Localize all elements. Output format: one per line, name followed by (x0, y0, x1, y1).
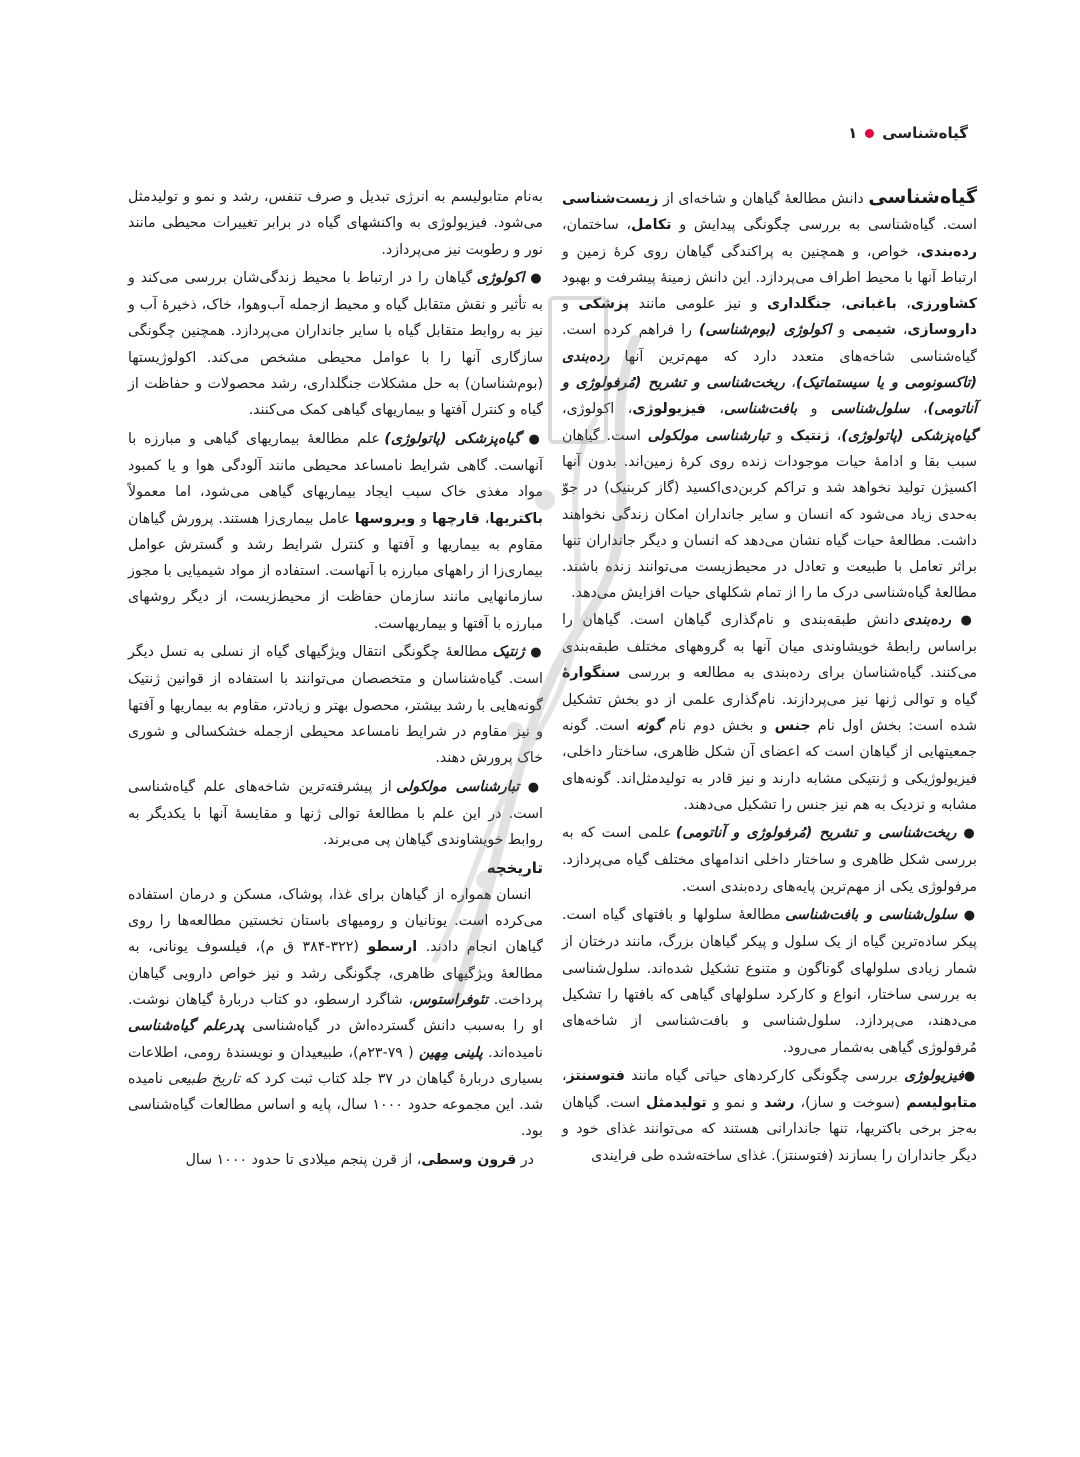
term-physiology: فیزیولوژی (632, 401, 706, 418)
page-number: ۱ (848, 124, 858, 142)
history-paragraph-1: انسان همواره از گیاهان برای غذا، پوشاک، مسکن و درمان استفاده می‌کرده است. یونانیان و رومیهای باستان نخستین مطالعه‌ها را روی گیاهان انجام دادند. ارسطو (۳۲۲-۳۸۴ ق م)، فیلسوف یونانی، به مطالعهٔ ویژگیهای ظاهری، چگونگی رشد و نیز خواص دارویی گیاهان پرداخت. تئوفراستوس، شاگرد ارسطو، دو کتاب دربارهٔ گیاهان نوشت. او را به‌سبب دانش گسترده‌اش در گیاه‌شناسی پدرعلم گیاه‌شناسی نامیده‌اند. پلینی مِهین ( ۷۹-۲۳م)، طبیعیدان و نویسندهٔ رومی، اطلاعات بسیاری دربارهٔ گیاهان در ۳۷ جلد کتاب ثبت کرد که تاریخ طبیعی نامیده شد. این مجموعه حدود ۱۰۰۰ سال، پایه و اساس مطالعات گیاه‌شناسی بود. (128, 886, 544, 1140)
history-heading: تاریخچه (486, 859, 543, 878)
section-heading: رده‌بندی (903, 611, 951, 628)
link-gardening: باغبانی (845, 296, 897, 313)
link-chemistry: شیمی (852, 322, 896, 339)
term-cytology: سلول‌شناسی (831, 401, 910, 418)
term-father-botany: پدرعلم گیاه‌شناسی (128, 1018, 245, 1035)
section-heading: سلول‌شناسی و بافت‌شناسی (785, 907, 958, 924)
term-taxonomy: رده‌بندی (تاکسونومی و یا سیستماتیک) (562, 348, 977, 392)
link-middle-ages: قرون وسطی (421, 1151, 517, 1168)
link-agriculture: کشاورزی (910, 296, 977, 313)
bullet-icon: ● (960, 612, 978, 628)
link-ecology: اکولوژی (بوم‌شناسی) (698, 322, 832, 339)
link-aristotle: ارسطو (367, 939, 418, 956)
link-photosynthesis: فتوسنتز (566, 1067, 625, 1084)
left-column (128, 184, 543, 1175)
link-reproduction: تولیدمثل (645, 1095, 707, 1112)
link-species: گونه (636, 717, 662, 734)
history-paragraph-2: در قرون وسطی، از قرن پنجم میلادی تا حدود ۱۰۰۰ سال (185, 1151, 534, 1168)
red-dot-icon (865, 129, 874, 138)
section-heading: ریخت‌شناسی و تشریح (مُرفولوژی و آناتومی) (675, 825, 957, 842)
section-ecology: ● اکولوژی گیاهان را در ارتباط با محیط زندگی‌شان بررسی می‌کند و به تأثیر و نقش متقابل گیاه و محیط ازجمله آب‌وهوا، خاک، ذخیرهٔ آب و نیز به روابط متقابل گیاه با سایر جانداران می‌پردازد. همچنین چگونگی سازگاری آنها را با عوامل محیطی مشخص می‌کند. اکولوژیستها (بوم‌شناسان) به حل مشکلات جنگلداری، رشد محصولات و حفاظت از گیاه و کنترل آفتها و بیماریهای گیاهی کمک می‌کنند. (128, 269, 544, 419)
bullet-icon: ● (963, 1068, 978, 1084)
link-genus: جنس (774, 717, 811, 734)
section-phylogenetics: ● تبارشناسی مولکولی از پیشرفته‌ترین شاخه‌های علم گیاه‌شناسی است. در این علم با مطالعهٔ توالی ژنها و مقایسهٔ آنها با یکدیگر به روابط خویشاوندی گیاهان پی می‌برند. (128, 778, 543, 849)
term-morphology: ریخت‌شناسی و تشریح (مُرفولوژی و آناتومی) (562, 375, 977, 418)
link-theophrastus: تئوفراستوس (413, 991, 488, 1008)
physiology-continued: به‌نام متابولیسم به انرژی تبدیل و صرف تنفس، رشد و نمو و تولیدمثل می‌شود. فیزیولوژی به واکنشهای گیاه در برابر تغییرات محیطی مانند نور و رطوبت نیز می‌پردازد. (128, 189, 543, 258)
link-viruses: ویروسها (354, 510, 416, 527)
bullet-icon: ● (963, 908, 977, 924)
intro-paragraph: گیاه‌شناسی دانش مطالعهٔ گیاهان و شاخه‌ای از زیست‌شناسی است. گیاه‌شناسی به بررسی چگونگی پیدایش و تکامل، ساختمان، رده‌بندی، خواص، و همچنین به پراکندگی گیاهان روی کرهٔ زمین و ارتباط آنها با محیط اطراف می‌پردازد. این دانش زمینهٔ پیشرفت و بهبود کشاورزی، باغبانی، جنگلداری و نیز علومی مانند پزشکی و داروسازی، شیمی و اکولوژی (بوم‌شناسی) را فراهم کرده است. گیاه‌شناسی شاخه‌های متعدد دارد که مهم‌ترین آنها رده‌بندی (تاکسونومی و یا سیستماتیک)، ریخت‌شناسی و تشریح (مُرفولوژی و آناتومی)، سلول‌شناسی و بافت‌شناسی، فیزیولوژی، اکولوژی، گیاه‌پزشکی (پاتولوژی)، ژنتیک و تبارشناسی مولکولی است. گیاهان سبب بقا و ادامهٔ حیات موجودات زنده روی کرهٔ زمین‌اند. بدون آنها اکسیژن تولید نخواهد شد و تراکم کربن‌دی‌اکسید (گاز کربنیک) در جوّ به‌حدی زیاد می‌شود که انسان و سایر جانداران امکان زندگی نخواهند داشت. مطالعهٔ حیات گیاه نشان می‌دهد که انسان و دیگر جانداران تنها براثر تعامل با طبیعت و تعادل در محیط‌زیست می‌توانند زنده باشند. مطالعهٔ گیاه‌شناسی درک ما را از تمام شکلهای حیات افزایش می‌دهد. (562, 186, 978, 602)
section-physiology: ●فیزیولوژی بررسی چگونگی کارکردهای حیاتی گیاه مانند فتوسنتز، متابولیسم (سوخت و ساز)، رشد و نمو و تولیدمثل است. گیاهان به‌جز برخی باکتریها، تنها جاندارانی هستند که می‌توانند غذای خود و دیگر جانداران را بسازند (فتوسنتز). غذای ساخته‌شده طی فرایندی (562, 1067, 978, 1164)
term-pathology: گیاه‌پزشکی (پاتولوژی) (841, 427, 977, 444)
bullet-icon: ● (963, 826, 978, 842)
header-title: گیاه‌شناسی (882, 124, 968, 142)
section-pathology: ● گیاه‌پزشکی (پاتولوژی) علم مطالعهٔ بیماریهای گیاهی و مبارزه با آنهاست. گاهی شرایط نامساعد محیطی مانند آلودگی هوا و یا کمبود مواد مغذی خاک سبب ایجاد بیماریهای گیاهی می‌شود، اما معمولاً باکتریها، قارچها و ویروسها عامل بیماری‌زا هستند. پرورش گیاهان مقاوم به بیماریها و آفتها و کنترل شرایط رشد و گسترش عوامل بیماری‌زا از راههای مبارزه با آنهاست. استفاده از مواد شیمیایی با مجوز سازمانهایی مانند سازمان حفاظت از محیط‌زیست، از دیگر روشهای مبارزه با آفتها و بیماریهاست. (128, 430, 544, 632)
section-heading: فیزیولوژی (904, 1067, 964, 1084)
bullet-icon: ● (530, 270, 544, 286)
link-fossil: سنگوارهٔ (562, 665, 621, 682)
article-title: گیاه‌شناسی (868, 186, 977, 208)
link-fungi: قارچها (432, 510, 480, 527)
section-cytology: ● سلول‌شناسی و بافت‌شناسی مطالعهٔ سلولها و بافتهای گیاه است. پیکر ساده‌ترین گیاه از یک سلول و پیکر گیاهان بزرگ، مانند درختان از شمار زیادی سلولهای گوناگون و متنوع تشکیل شده‌اند. سلول‌شناسی به بررسی ساختار، انواع و کارکرد سلولهای گیاهی که بافتها را تشکیل می‌دهند، می‌پردازد. سلول‌شناسی و بافت‌شناسی از شاخه‌های مُرفولوژی گیاهی به‌شمار می‌رود. (562, 907, 977, 1056)
term-phylogenetics: تبارشناسی مولکولی (647, 427, 770, 444)
section-heading: ژنتیک (492, 644, 525, 661)
running-header (848, 124, 968, 142)
link-metabolism: متابولیسم (906, 1095, 977, 1112)
link-bacteria: باکتریها (489, 510, 543, 527)
bullet-icon: ● (530, 645, 543, 661)
section-heading: تبارشناسی مولکولی (396, 778, 520, 795)
link-biology: زیست‌شناسی (562, 191, 659, 207)
link-pliny: پلینی مِهین (418, 1044, 483, 1061)
section-heading: گیاه‌پزشکی (پاتولوژی) (384, 430, 521, 447)
link-evolution: تکامل (631, 217, 672, 234)
section-morphology: ● ریخت‌شناسی و تشریح (مُرفولوژی و آناتومی) علمی است که به بررسی شکل ظاهری و ساختار داخلی اندامهای مختلف گیاه می‌پردازد. مرفولوژی یکی از مهم‌ترین پایه‌های رده‌بندی است. (562, 825, 978, 895)
link-classification: رده‌بندی (920, 243, 977, 260)
section-heading: اکولوژی (476, 269, 525, 286)
section-classification: ● رده‌بندی دانش طبقه‌بندی و نام‌گذاری گیاهان است. گیاهان را براساس رابطهٔ خویشاوندی میان آنها به گروههای مختلف طبقه‌بندی می‌کنند. گیاه‌شناسان برای رده‌بندی به مطالعه و بررسی سنگوارهٔ گیاه و توالی ژنها نیز می‌پردازند. نام‌گذاری علمی از دو بخش تشکیل شده است: بخش اول نام جنس و بخش دوم نام گونه است. گونه جمعیتهایی از گیاهان است که اعضای آن شکل ظاهری، ساختار داخلی، فیزیولوژیکی و ژنتیکی مشابه دارند و نیز قادر به تولیدمثل‌اند. گونه‌های مشابه و نزدیک به هم نیز جنس را تشکیل می‌دهند. (562, 611, 978, 813)
bullet-icon: ● (528, 431, 544, 447)
link-forestry: جنگلداری (767, 296, 832, 313)
link-pharmacy: داروسازی (907, 322, 978, 339)
right-column (562, 184, 977, 1171)
section-genetics: ● ژنتیک مطالعهٔ چگونگی انتقال ویژگیهای گیاه از نسلی به نسل دیگر است. گیاه‌شناسان و متخصصان می‌توانند با استفاده از قوانین ژنتیک گونه‌هایی با رشد بیشتر، محصول بهتر و زیادتر، مقاوم به بیماریها و آفتها و نیز مقاوم در شرایط نامساعد محیطی ازجمله خشکسالی و شوری خاک پرورش دهند. (128, 644, 543, 767)
link-medicine: پزشکی (578, 296, 630, 313)
bullet-icon: ● (527, 779, 543, 795)
term-histology: بافت‌شناسی (723, 401, 798, 418)
link-growth: رشد (764, 1095, 795, 1112)
term-genetics: ژنتیک (790, 427, 830, 444)
term-natural-history: تاریخ طبیعی (168, 1070, 240, 1087)
